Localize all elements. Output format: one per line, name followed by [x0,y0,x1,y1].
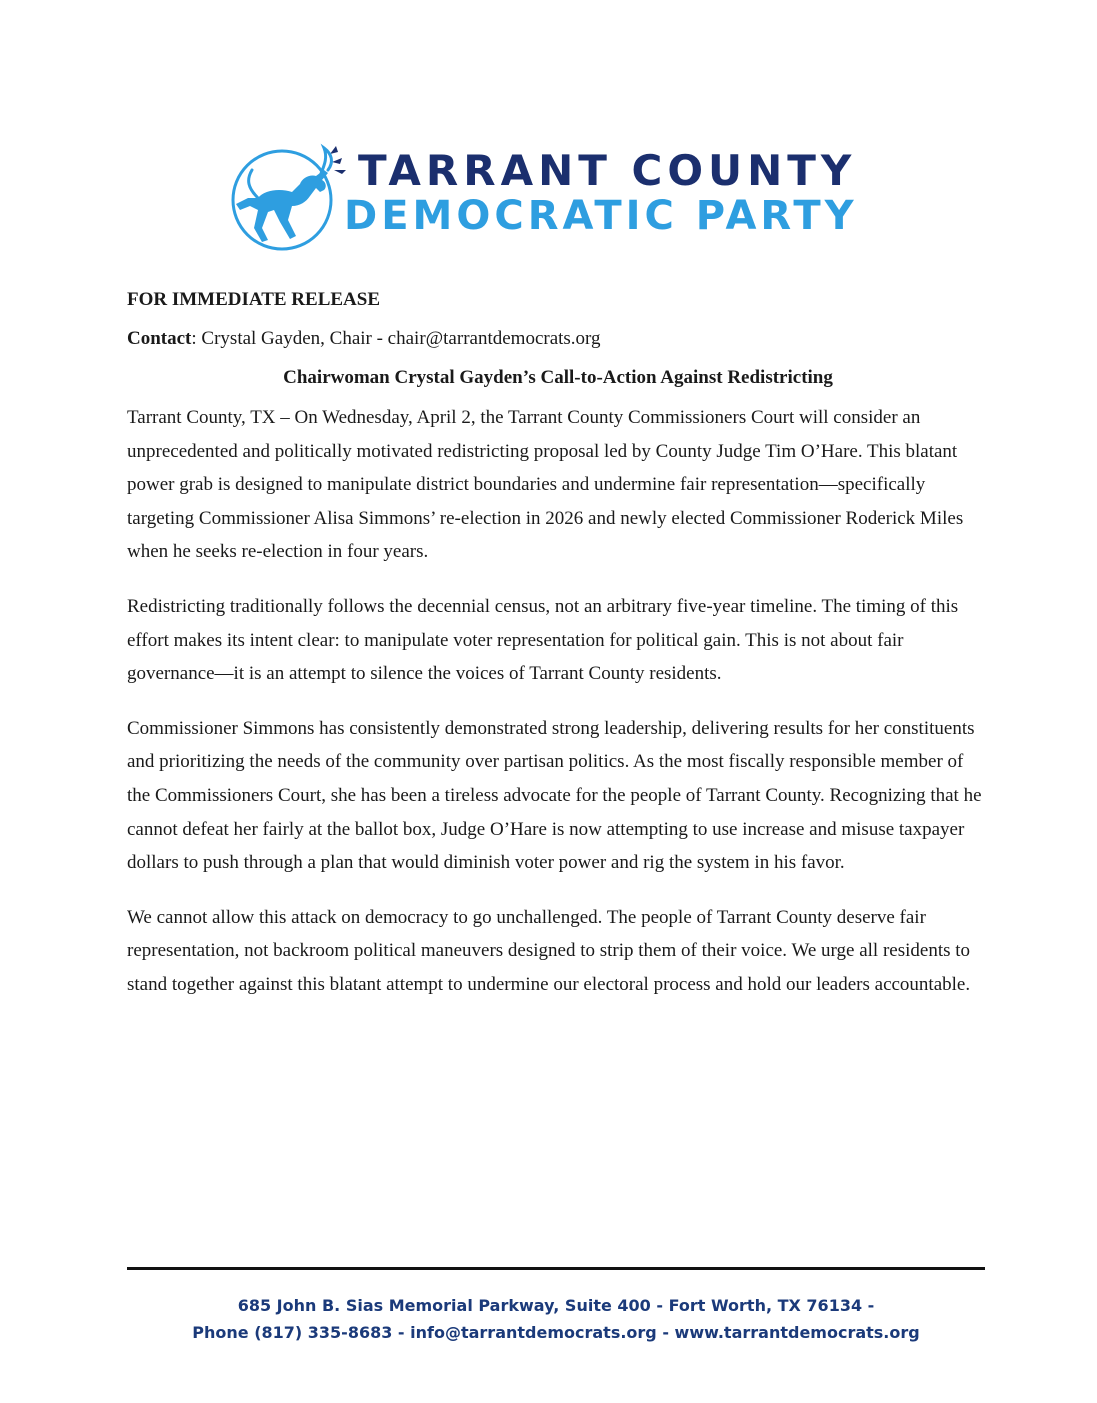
footer-divider [127,1267,985,1270]
paragraph-2: Redistricting traditionally follows the decennial census, not an arbitrary five-year timeline. The timing of this effort makes its intent clear: to manipulate voter representation for political gain. This is not about fair governance—it is an attempt to silence the voices of Tarrant County residents. [127,595,959,685]
footer-contact: Phone (817) 335-8683 - info@tarrantdemocrats.org - www.tarrantdemocrats.org [192,1323,920,1342]
contact-line [127,324,989,354]
page-title: Chairwoman Crystal Gayden’s Call-to-Action Against Redistricting [283,367,833,388]
release-label: FOR IMMEDIATE RELEASE [127,289,381,310]
press-release-body [127,285,989,1002]
party-logo [224,140,884,252]
paragraph-4: We cannot allow this attack on democracy to go unchallenged. The people of Tarrant County deserve fair representation, not backroom political maneuvers designed to strip them of their voice. We urge all residents to stand together against this blatant attempt to undermine our electoral process and hold our leaders accountable. [127,906,971,995]
footer-address: 685 John B. Sias Memorial Parkway, Suite 400 - Fort Worth, TX 76134 - [237,1296,875,1315]
paragraph-1: Tarrant County, TX – On Wednesday, April 2, the Tarrant County Commissioners Court will consider an unprecedented and politically motivated redistricting proposal led by County Judge Tim O’Hare. This blatant power grab is designed to manipulate district boundaries and undermine fair representation—specifically targeting Commissioner Alisa Simmons’ re-election in 2026 and newly elected Commissioner Roderick Miles when he seeks re-election in four years. [127,407,964,563]
footer [127,1292,985,1346]
paragraph-3: Commissioner Simmons has consistently demonstrated strong leadership, delivering results for her constituents and prioritizing the needs of the community over partisan politics. As the most fiscally responsible member of the Commissioners Court, she has been a tireless advocate for the people of Tarrant County. Recognizing that he cannot defeat her fairly at the ballot box, Judge O’Hare is now attempting to use increase and misuse taxpayer dollars to push through a plan that would diminish voter power and rig the system in his favor. [127,717,982,874]
contact-label: Contact [127,328,192,349]
donkey-kicking-icon [224,140,354,252]
contact-value: : Crystal Gayden, Chair - chair@tarrantdemocrats.org [191,328,601,349]
logo-line-party: DEMOCRATIC PARTY [344,193,858,239]
logo-line-county: TARRANT COUNTY [358,146,857,195]
